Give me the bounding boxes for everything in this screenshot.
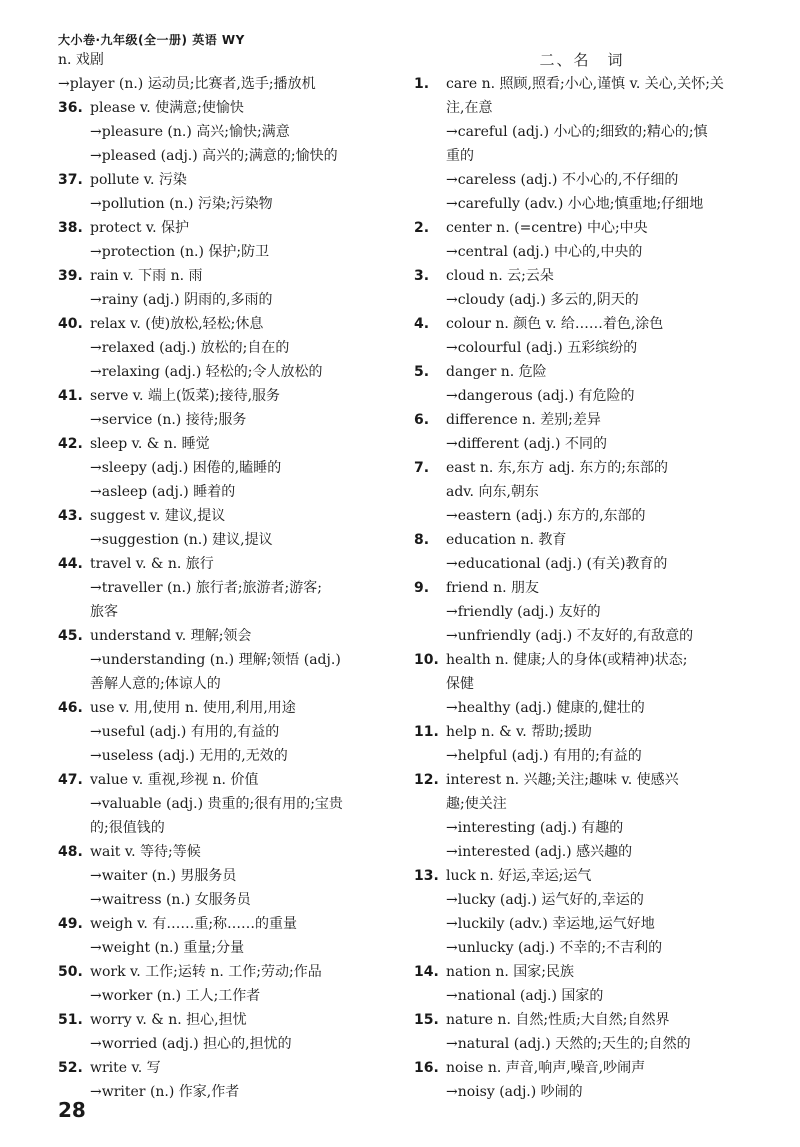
entry-text: work v. 工作;运转 n. 工作;劳动;作品 bbox=[90, 964, 322, 980]
entry-line bbox=[58, 312, 398, 336]
entry-number: 6. bbox=[414, 412, 430, 428]
entry-number: 12. bbox=[414, 772, 439, 788]
entry-number: 49. bbox=[58, 916, 83, 932]
entry-line bbox=[414, 528, 750, 552]
entry-line: →natural (adj.) 天然的;天生的;自然的 bbox=[446, 1036, 691, 1052]
vocab-entry bbox=[58, 168, 398, 216]
entry-line: →weight (n.) 重量;分量 bbox=[90, 940, 245, 956]
vocab-entry bbox=[58, 264, 398, 312]
entry-line: →worried (adj.) 担心的,担忧的 bbox=[90, 1036, 292, 1052]
entry-text: difference n. 差别;差异 bbox=[446, 412, 601, 428]
right-column bbox=[414, 48, 750, 1104]
entry-number: 48. bbox=[58, 844, 83, 860]
entry-line: →pleased (adj.) 高兴的;满意的;愉快的 bbox=[90, 148, 338, 164]
vocab-entry bbox=[414, 576, 750, 648]
entry-line: →careless (adj.) 不小心的,不仔细的 bbox=[446, 172, 679, 188]
entry-line: →central (adj.) 中心的,中央的 bbox=[446, 244, 643, 260]
entry-number: 3. bbox=[414, 268, 430, 284]
entry-number: 51. bbox=[58, 1012, 83, 1028]
entry-text: luck n. 好运,幸运;运气 bbox=[446, 868, 592, 884]
entry-line bbox=[58, 504, 398, 528]
entry-text: east n. 东,东方 adj. 东方的;东部的 bbox=[446, 460, 668, 476]
entry-line: →player (n.) 运动员;比赛者,选手;播放机 bbox=[58, 76, 316, 92]
entry-text: colour n. 颜色 v. 给……着色,涂色 bbox=[446, 316, 664, 332]
entry-text: interest n. 兴趣;关注;趣味 v. 使感兴 bbox=[446, 772, 679, 788]
entry-line: →pleasure (n.) 高兴;愉快;满意 bbox=[90, 124, 290, 140]
entry-text: protect v. 保护 bbox=[90, 220, 190, 236]
entry-line bbox=[414, 768, 750, 792]
entry-line bbox=[58, 768, 398, 792]
entry-number: 8. bbox=[414, 532, 430, 548]
entry-line: →colourful (adj.) 五彩缤纷的 bbox=[446, 340, 638, 356]
entry-line bbox=[58, 624, 398, 648]
entry-number: 46. bbox=[58, 700, 83, 716]
vocab-entry bbox=[414, 264, 750, 312]
entry-line: →useless (adj.) 无用的,无效的 bbox=[90, 748, 288, 764]
vocab-entry bbox=[414, 1056, 750, 1104]
entry-line bbox=[414, 408, 750, 432]
vocab-entry bbox=[414, 648, 750, 720]
entry-line: →rainy (adj.) 阴雨的,多雨的 bbox=[90, 292, 273, 308]
entry-number: 45. bbox=[58, 628, 83, 644]
vocab-entry bbox=[58, 216, 398, 264]
page-header: 大小卷·九年级(全一册) 英语 WY bbox=[58, 33, 245, 47]
entry-number: 14. bbox=[414, 964, 439, 980]
vocab-entry bbox=[58, 624, 398, 696]
entry-line bbox=[414, 648, 750, 672]
entry-line: →friendly (adj.) 友好的 bbox=[446, 604, 601, 620]
entry-line: →protection (n.) 保护;防卫 bbox=[90, 244, 270, 260]
entry-text: education n. 教育 bbox=[446, 532, 567, 548]
entry-line: →dangerous (adj.) 有危险的 bbox=[446, 388, 635, 404]
entry-text: serve v. 端上(饭菜);接待,服务 bbox=[90, 388, 281, 404]
vocab-entry bbox=[414, 864, 750, 960]
entry-line: →relaxing (adj.) 轻松的;令人放松的 bbox=[90, 364, 323, 380]
entry-line: →asleep (adj.) 睡着的 bbox=[90, 484, 236, 500]
entry-line: →cloudy (adj.) 多云的,阴天的 bbox=[446, 292, 639, 308]
entry-text: wait v. 等待;等候 bbox=[90, 844, 201, 860]
entry-line bbox=[414, 960, 750, 984]
vocab-entry bbox=[414, 360, 750, 408]
entry-text: please v. 使满意;使愉快 bbox=[90, 100, 244, 116]
entry-line bbox=[58, 1056, 398, 1080]
entry-text: rain v. 下雨 n. 雨 bbox=[90, 268, 203, 284]
entry-number: 13. bbox=[414, 868, 439, 884]
entry-line: →interesting (adj.) 有趣的 bbox=[446, 820, 624, 836]
entry-line: →traveller (n.) 旅行者;旅游者;游客; bbox=[90, 580, 322, 596]
entry-line: →healthy (adj.) 健康的,健壮的 bbox=[446, 700, 645, 716]
vocab-entry bbox=[58, 552, 398, 624]
entry-line bbox=[414, 1008, 750, 1032]
vocab-entry bbox=[58, 96, 398, 168]
entry-number: 44. bbox=[58, 556, 83, 572]
entry-text: suggest v. 建议,提议 bbox=[90, 508, 226, 524]
vocab-entry bbox=[58, 912, 398, 960]
entry-line: →understanding (n.) 理解;领悟 (adj.) bbox=[90, 652, 341, 668]
entry-line: →different (adj.) 不同的 bbox=[446, 436, 607, 452]
entry-number: 47. bbox=[58, 772, 83, 788]
entry-line bbox=[414, 720, 750, 744]
entry-line: →sleepy (adj.) 困倦的,瞌睡的 bbox=[90, 460, 282, 476]
vocab-entry bbox=[58, 960, 398, 1008]
entry-text: relax v. (使)放松,轻松;休息 bbox=[90, 316, 264, 332]
vocab-entry bbox=[58, 1056, 398, 1104]
entry-line: →national (adj.) 国家的 bbox=[446, 988, 604, 1004]
entry-line bbox=[414, 864, 750, 888]
entry-line bbox=[58, 840, 398, 864]
entry-text: noise n. 声音,响声,噪音,吵闹声 bbox=[446, 1060, 646, 1076]
entry-text: friend n. 朋友 bbox=[446, 580, 539, 596]
entry-text: weigh v. 有……重;称……的重量 bbox=[90, 916, 298, 932]
entry-number: 37. bbox=[58, 172, 83, 188]
entry-number: 38. bbox=[58, 220, 83, 236]
entry-line bbox=[58, 168, 398, 192]
entry-line: adv. 向东,朝东 bbox=[446, 484, 539, 500]
entry-number: 50. bbox=[58, 964, 83, 980]
entry-text: pollute v. 污染 bbox=[90, 172, 187, 188]
vocab-entry bbox=[58, 840, 398, 912]
vocab-entry bbox=[414, 1008, 750, 1056]
entry-line: →relaxed (adj.) 放松的;自在的 bbox=[90, 340, 290, 356]
entry-line bbox=[58, 96, 398, 120]
entry-number: 41. bbox=[58, 388, 83, 404]
entry-line: 注,在意 bbox=[446, 100, 493, 116]
entry-line bbox=[414, 1056, 750, 1080]
entry-line bbox=[58, 696, 398, 720]
entry-line: →lucky (adj.) 运气好的,幸运的 bbox=[446, 892, 644, 908]
entry-text: travel v. & n. 旅行 bbox=[90, 556, 214, 572]
entry-line: →suggestion (n.) 建议,提议 bbox=[90, 532, 273, 548]
entry-text: nation n. 国家;民族 bbox=[446, 964, 574, 980]
entry-line: 旅客 bbox=[90, 604, 118, 620]
entry-text: nature n. 自然;性质;大自然;自然界 bbox=[446, 1012, 670, 1028]
entry-line: →helpful (adj.) 有用的;有益的 bbox=[446, 748, 642, 764]
section-title: 二、名 词 bbox=[539, 51, 625, 69]
entry-line bbox=[414, 312, 750, 336]
entry-text: health n. 健康;人的身体(或精神)状态; bbox=[446, 652, 688, 668]
entry-line: →pollution (n.) 污染;污染物 bbox=[90, 196, 273, 212]
entry-number: 4. bbox=[414, 316, 430, 332]
entry-text: cloud n. 云;云朵 bbox=[446, 268, 554, 284]
entry-text: use v. 用,使用 n. 使用,利用,用途 bbox=[90, 700, 296, 716]
entry-line: 趣;使关注 bbox=[446, 796, 507, 812]
entry-text: sleep v. & n. 睡觉 bbox=[90, 436, 210, 452]
entry-line: →noisy (adj.) 吵闹的 bbox=[446, 1084, 583, 1100]
entry-line bbox=[58, 216, 398, 240]
vocab-entry bbox=[58, 384, 398, 432]
entry-number: 9. bbox=[414, 580, 430, 596]
vocab-entry bbox=[414, 216, 750, 264]
entry-number: 36. bbox=[58, 100, 83, 116]
vocab-entry bbox=[414, 408, 750, 456]
vocab-entry bbox=[414, 960, 750, 1008]
entry-line bbox=[414, 72, 750, 96]
vocab-entry bbox=[414, 720, 750, 768]
vocab-entry bbox=[414, 456, 750, 528]
entry-line: 重的 bbox=[446, 148, 474, 164]
entry-number: 42. bbox=[58, 436, 83, 452]
entry-number: 1. bbox=[414, 76, 430, 92]
entry-number: 40. bbox=[58, 316, 83, 332]
entry-text: worry v. & n. 担心,担忧 bbox=[90, 1012, 247, 1028]
entry-line bbox=[414, 360, 750, 384]
entry-line: 善解人意的;体谅人的 bbox=[90, 676, 221, 692]
entry-line bbox=[58, 432, 398, 456]
entry-line: →worker (n.) 工人;工作者 bbox=[90, 988, 261, 1004]
entry-line: →writer (n.) 作家,作者 bbox=[90, 1084, 240, 1100]
entry-number: 5. bbox=[414, 364, 430, 380]
entry-line bbox=[58, 912, 398, 936]
entry-text: understand v. 理解;领会 bbox=[90, 628, 252, 644]
vocab-entry bbox=[414, 72, 750, 216]
entry-line bbox=[58, 264, 398, 288]
entry-number: 39. bbox=[58, 268, 83, 284]
entry-number: 2. bbox=[414, 220, 430, 236]
entry-line bbox=[58, 960, 398, 984]
vocab-entry bbox=[414, 312, 750, 360]
entry-line bbox=[414, 216, 750, 240]
entry-line bbox=[58, 384, 398, 408]
entry-text: danger n. 危险 bbox=[446, 364, 547, 380]
entry-line: →valuable (adj.) 贵重的;很有用的;宝贵 bbox=[90, 796, 343, 812]
entry-line: →service (n.) 接待;服务 bbox=[90, 412, 247, 428]
entry-line: 的;很值钱的 bbox=[90, 820, 165, 836]
vocab-entry bbox=[414, 528, 750, 576]
vocab-entry bbox=[58, 504, 398, 552]
entry-line: →educational (adj.) (有关)教育的 bbox=[446, 556, 668, 572]
entry-line: →unlucky (adj.) 不幸的;不吉利的 bbox=[446, 940, 663, 956]
entry-line: →waitress (n.) 女服务员 bbox=[90, 892, 251, 908]
entry-line bbox=[414, 576, 750, 600]
vocab-entry bbox=[58, 312, 398, 384]
vocab-entry bbox=[58, 696, 398, 768]
entry-text: write v. 写 bbox=[90, 1060, 161, 1076]
entry-line: →luckily (adv.) 幸运地,运气好地 bbox=[446, 916, 655, 932]
entry-text: care n. 照顾,照看;小心,谨慎 v. 关心,关怀;关 bbox=[446, 76, 724, 92]
vocab-entry bbox=[58, 768, 398, 840]
entry-number: 52. bbox=[58, 1060, 83, 1076]
entry-line bbox=[414, 264, 750, 288]
entry-line: →useful (adj.) 有用的,有益的 bbox=[90, 724, 280, 740]
entry-line: →waiter (n.) 男服务员 bbox=[90, 868, 237, 884]
page-number: 28 bbox=[58, 1098, 86, 1122]
entry-line: →interested (adj.) 感兴趣的 bbox=[446, 844, 633, 860]
entry-line: →unfriendly (adj.) 不友好的,有敌意的 bbox=[446, 628, 694, 644]
vocab-entry bbox=[58, 432, 398, 504]
entry-line: →carefully (adv.) 小心地;慎重地;仔细地 bbox=[446, 196, 704, 212]
entry-text: center n. (=centre) 中心;中央 bbox=[446, 220, 648, 236]
entry-text: help n. & v. 帮助;援助 bbox=[446, 724, 592, 740]
entry-number: 15. bbox=[414, 1012, 439, 1028]
entry-number: 7. bbox=[414, 460, 430, 476]
vocab-entry bbox=[58, 1008, 398, 1056]
entry-number: 11. bbox=[414, 724, 439, 740]
entry-line bbox=[414, 456, 750, 480]
entry-number: 10. bbox=[414, 652, 439, 668]
entry-line: →careful (adj.) 小心的;细致的;精心的;慎 bbox=[446, 124, 708, 140]
entry-line bbox=[58, 1008, 398, 1032]
entry-number: 43. bbox=[58, 508, 83, 524]
entry-number: 16. bbox=[414, 1060, 439, 1076]
entry-line: 保健 bbox=[446, 676, 474, 692]
entry-text: value v. 重视,珍视 n. 价值 bbox=[90, 772, 259, 788]
vocab-entry bbox=[414, 768, 750, 864]
entry-line: →eastern (adj.) 东方的,东部的 bbox=[446, 508, 646, 524]
entry-line bbox=[58, 552, 398, 576]
entry-line: n. 戏剧 bbox=[58, 52, 104, 68]
left-column bbox=[58, 48, 398, 1104]
